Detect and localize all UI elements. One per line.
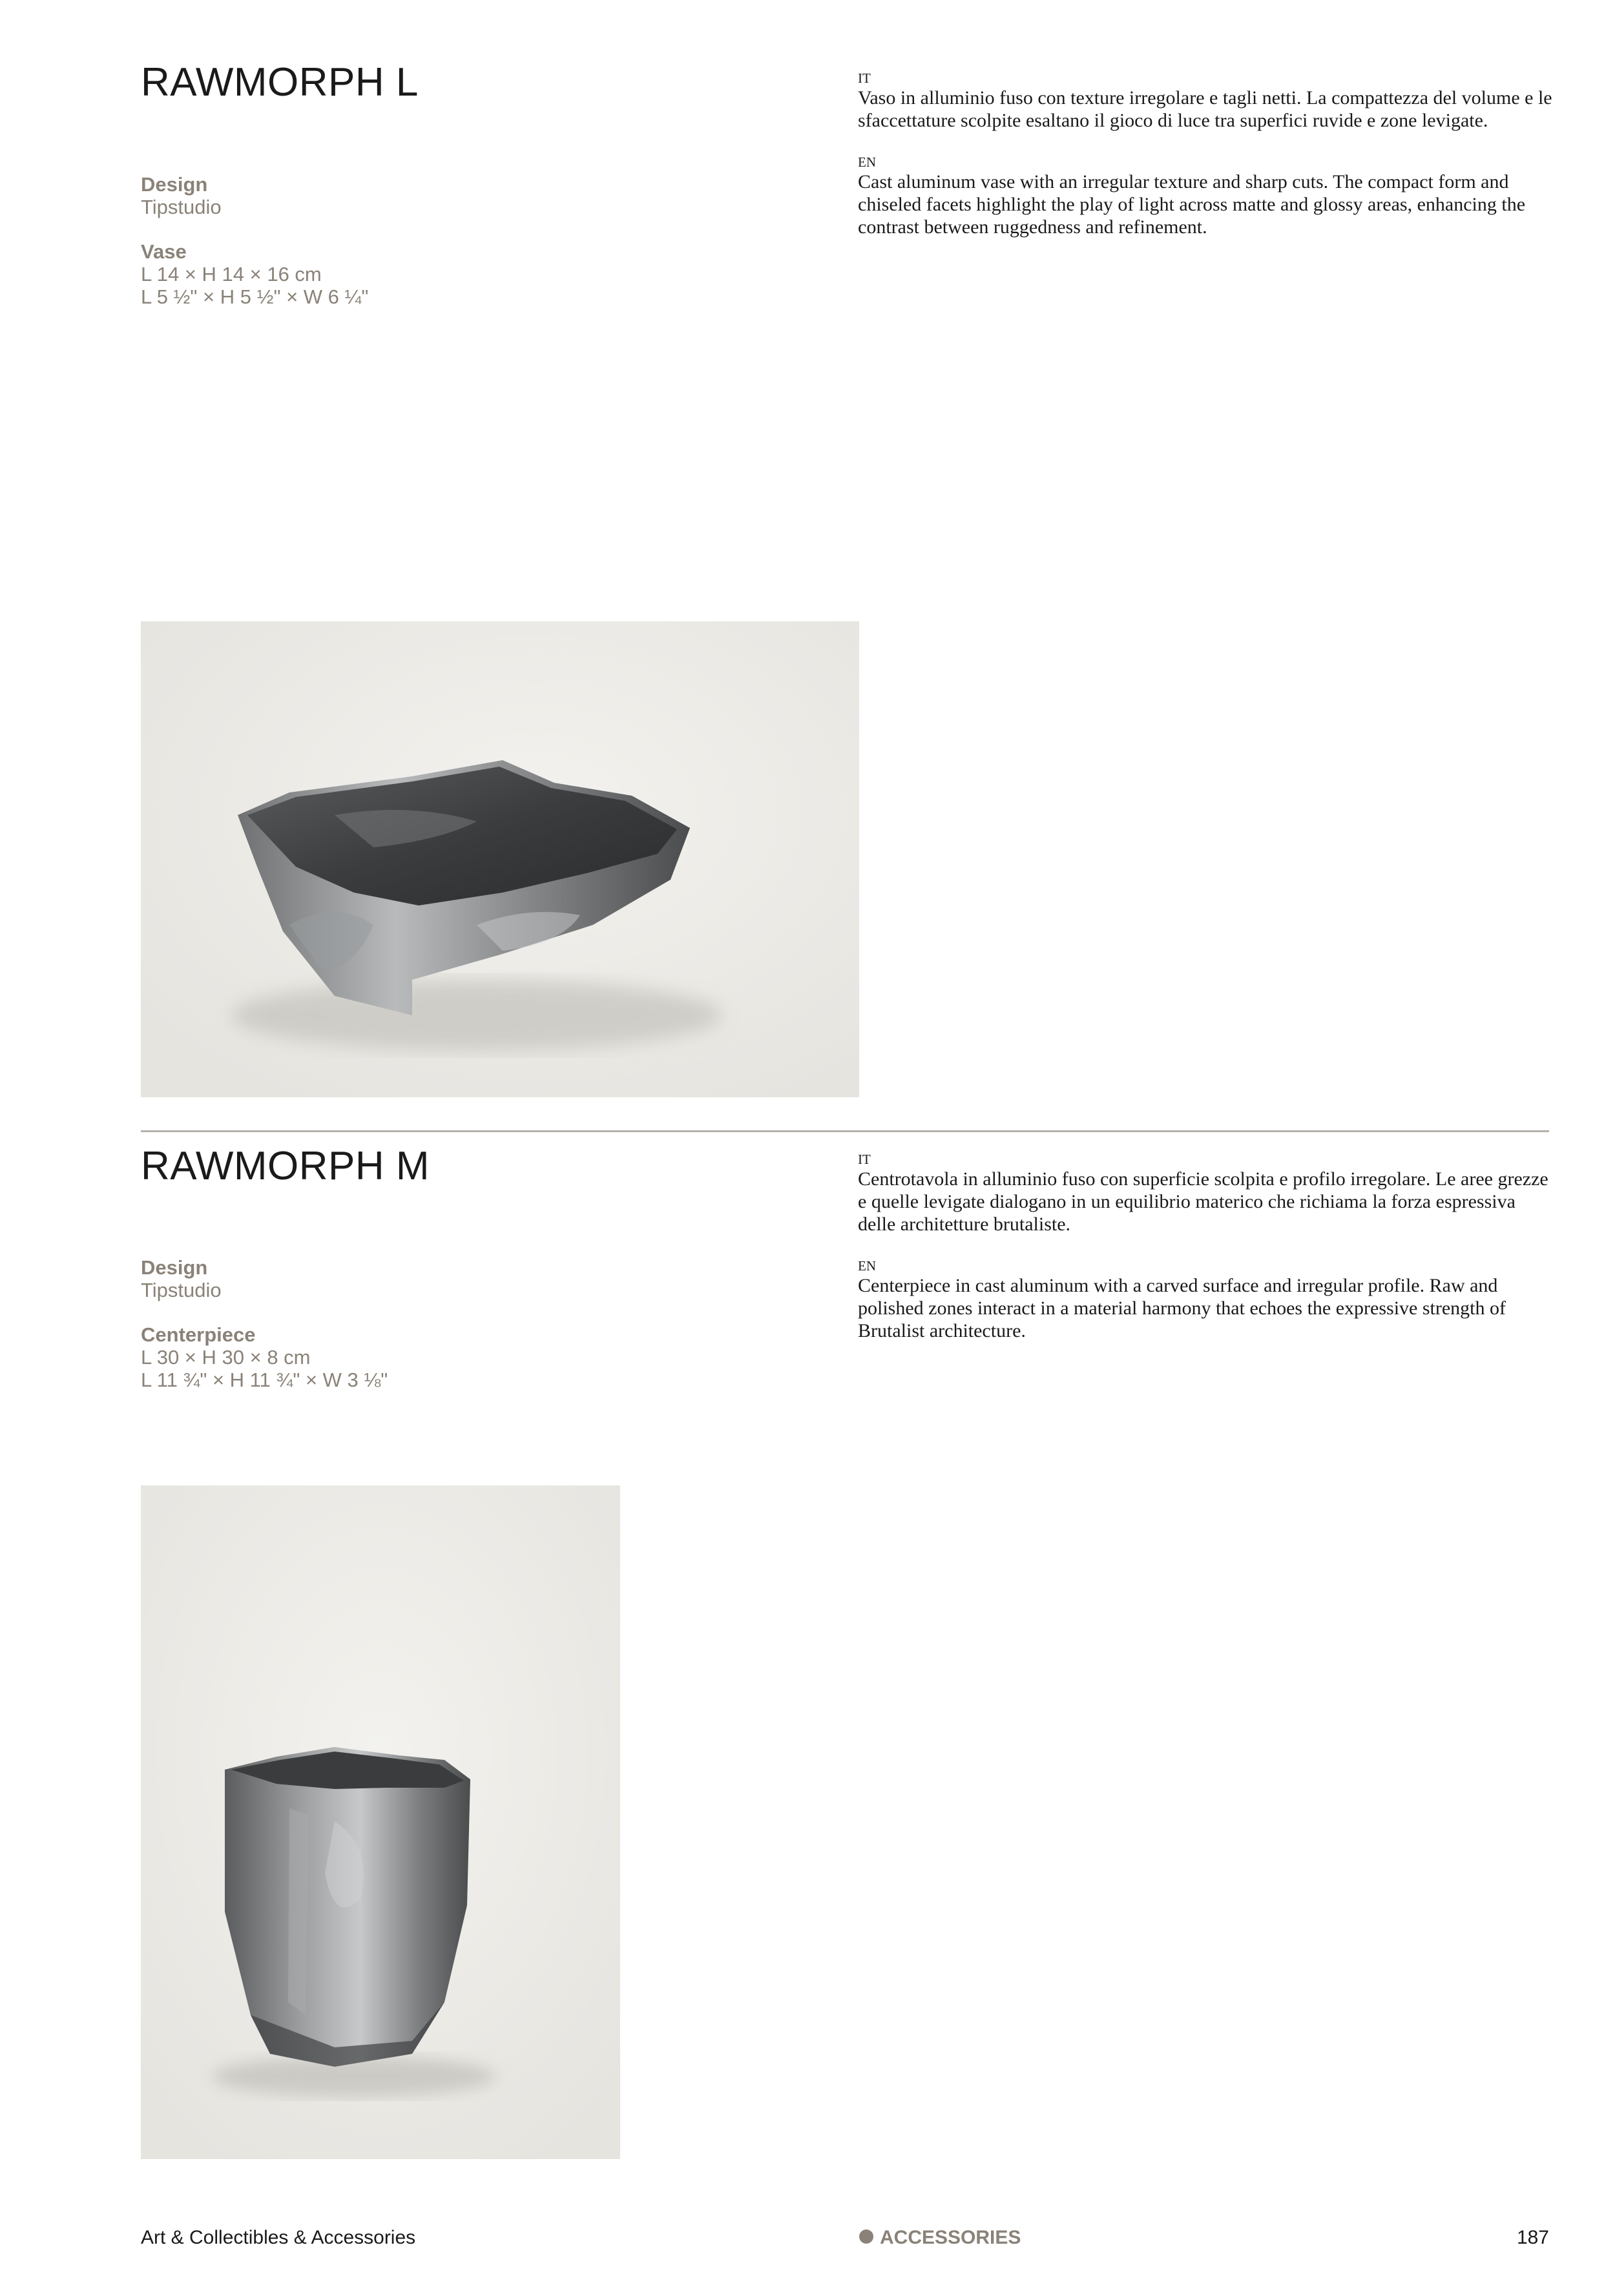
dimensions-inches: L 5 ½" × H 5 ½" × W 6 ¼" xyxy=(141,285,369,308)
description-en: Cast aluminum vase with an irregular texture and sharp cuts. The compact form and chiseled facets highlight the play of light across matte and glossy areas, enhancing the contrast between ruggedness and refinement. xyxy=(858,171,1526,238)
footer-catalog-title: Art & Collectibles & Accessories xyxy=(141,2227,416,2248)
dimensions-cm: L 30 × H 30 × 8 cm xyxy=(141,1346,311,1369)
lang-label-it: IT xyxy=(858,70,871,86)
design-label: Design xyxy=(141,173,208,196)
design-label: Design xyxy=(141,1256,208,1279)
product-photo-vase xyxy=(141,1485,620,2159)
product-meta xyxy=(141,173,368,330)
description-en: Centerpiece in cast aluminum with a carved surface and irregular profile. Raw and polished zones interact in a material harmony that echoes the expressive strength of Brutalist architecture. xyxy=(858,1275,1506,1341)
product-meta xyxy=(141,1256,388,1413)
lang-label-en: EN xyxy=(858,1258,876,1274)
dimensions-cm: L 14 × H 14 × 16 cm xyxy=(141,263,322,285)
footer-section-label: ACCESSORIES xyxy=(880,2227,1021,2248)
product-photo-centerpiece xyxy=(141,621,859,1097)
vase-illustration xyxy=(141,1485,620,2159)
product-description xyxy=(858,1151,1556,1364)
product-type: Centerpiece xyxy=(141,1323,256,1346)
lang-label-en: EN xyxy=(858,154,876,170)
lang-label-it: IT xyxy=(858,1152,871,1167)
centerpiece-illustration xyxy=(141,621,859,1097)
description-it: Vaso in alluminio fuso con texture irregolare e tagli netti. La compattezza del volume e le sfaccettature scolpite esaltano il gioco di luce tra superfici ruvide e zone levigate. xyxy=(858,87,1552,131)
footer-section xyxy=(859,2227,1021,2249)
designer-name: Tipstudio xyxy=(141,1279,222,1301)
product-description xyxy=(858,70,1556,260)
product-title: RAWMORPH L xyxy=(141,60,419,105)
description-it: Centrotavola in alluminio fuso con superficie scolpita e profilo irregolare. Le aree grezze e quelle levigate dialogano in un equilibrio materico che richiama la forza espressiva delle architetture brutaliste. xyxy=(858,1168,1548,1235)
designer-name: Tipstudio xyxy=(141,196,222,218)
dimensions-inches: L 11 ¾" × H 11 ¾" × W 3 ⅛" xyxy=(141,1369,388,1391)
product-title: RAWMORPH M xyxy=(141,1144,430,1188)
section-divider xyxy=(141,1130,1549,1132)
section-dot-icon xyxy=(859,2229,873,2244)
page-number: 187 xyxy=(1516,2227,1549,2248)
product-type: Vase xyxy=(141,240,187,263)
